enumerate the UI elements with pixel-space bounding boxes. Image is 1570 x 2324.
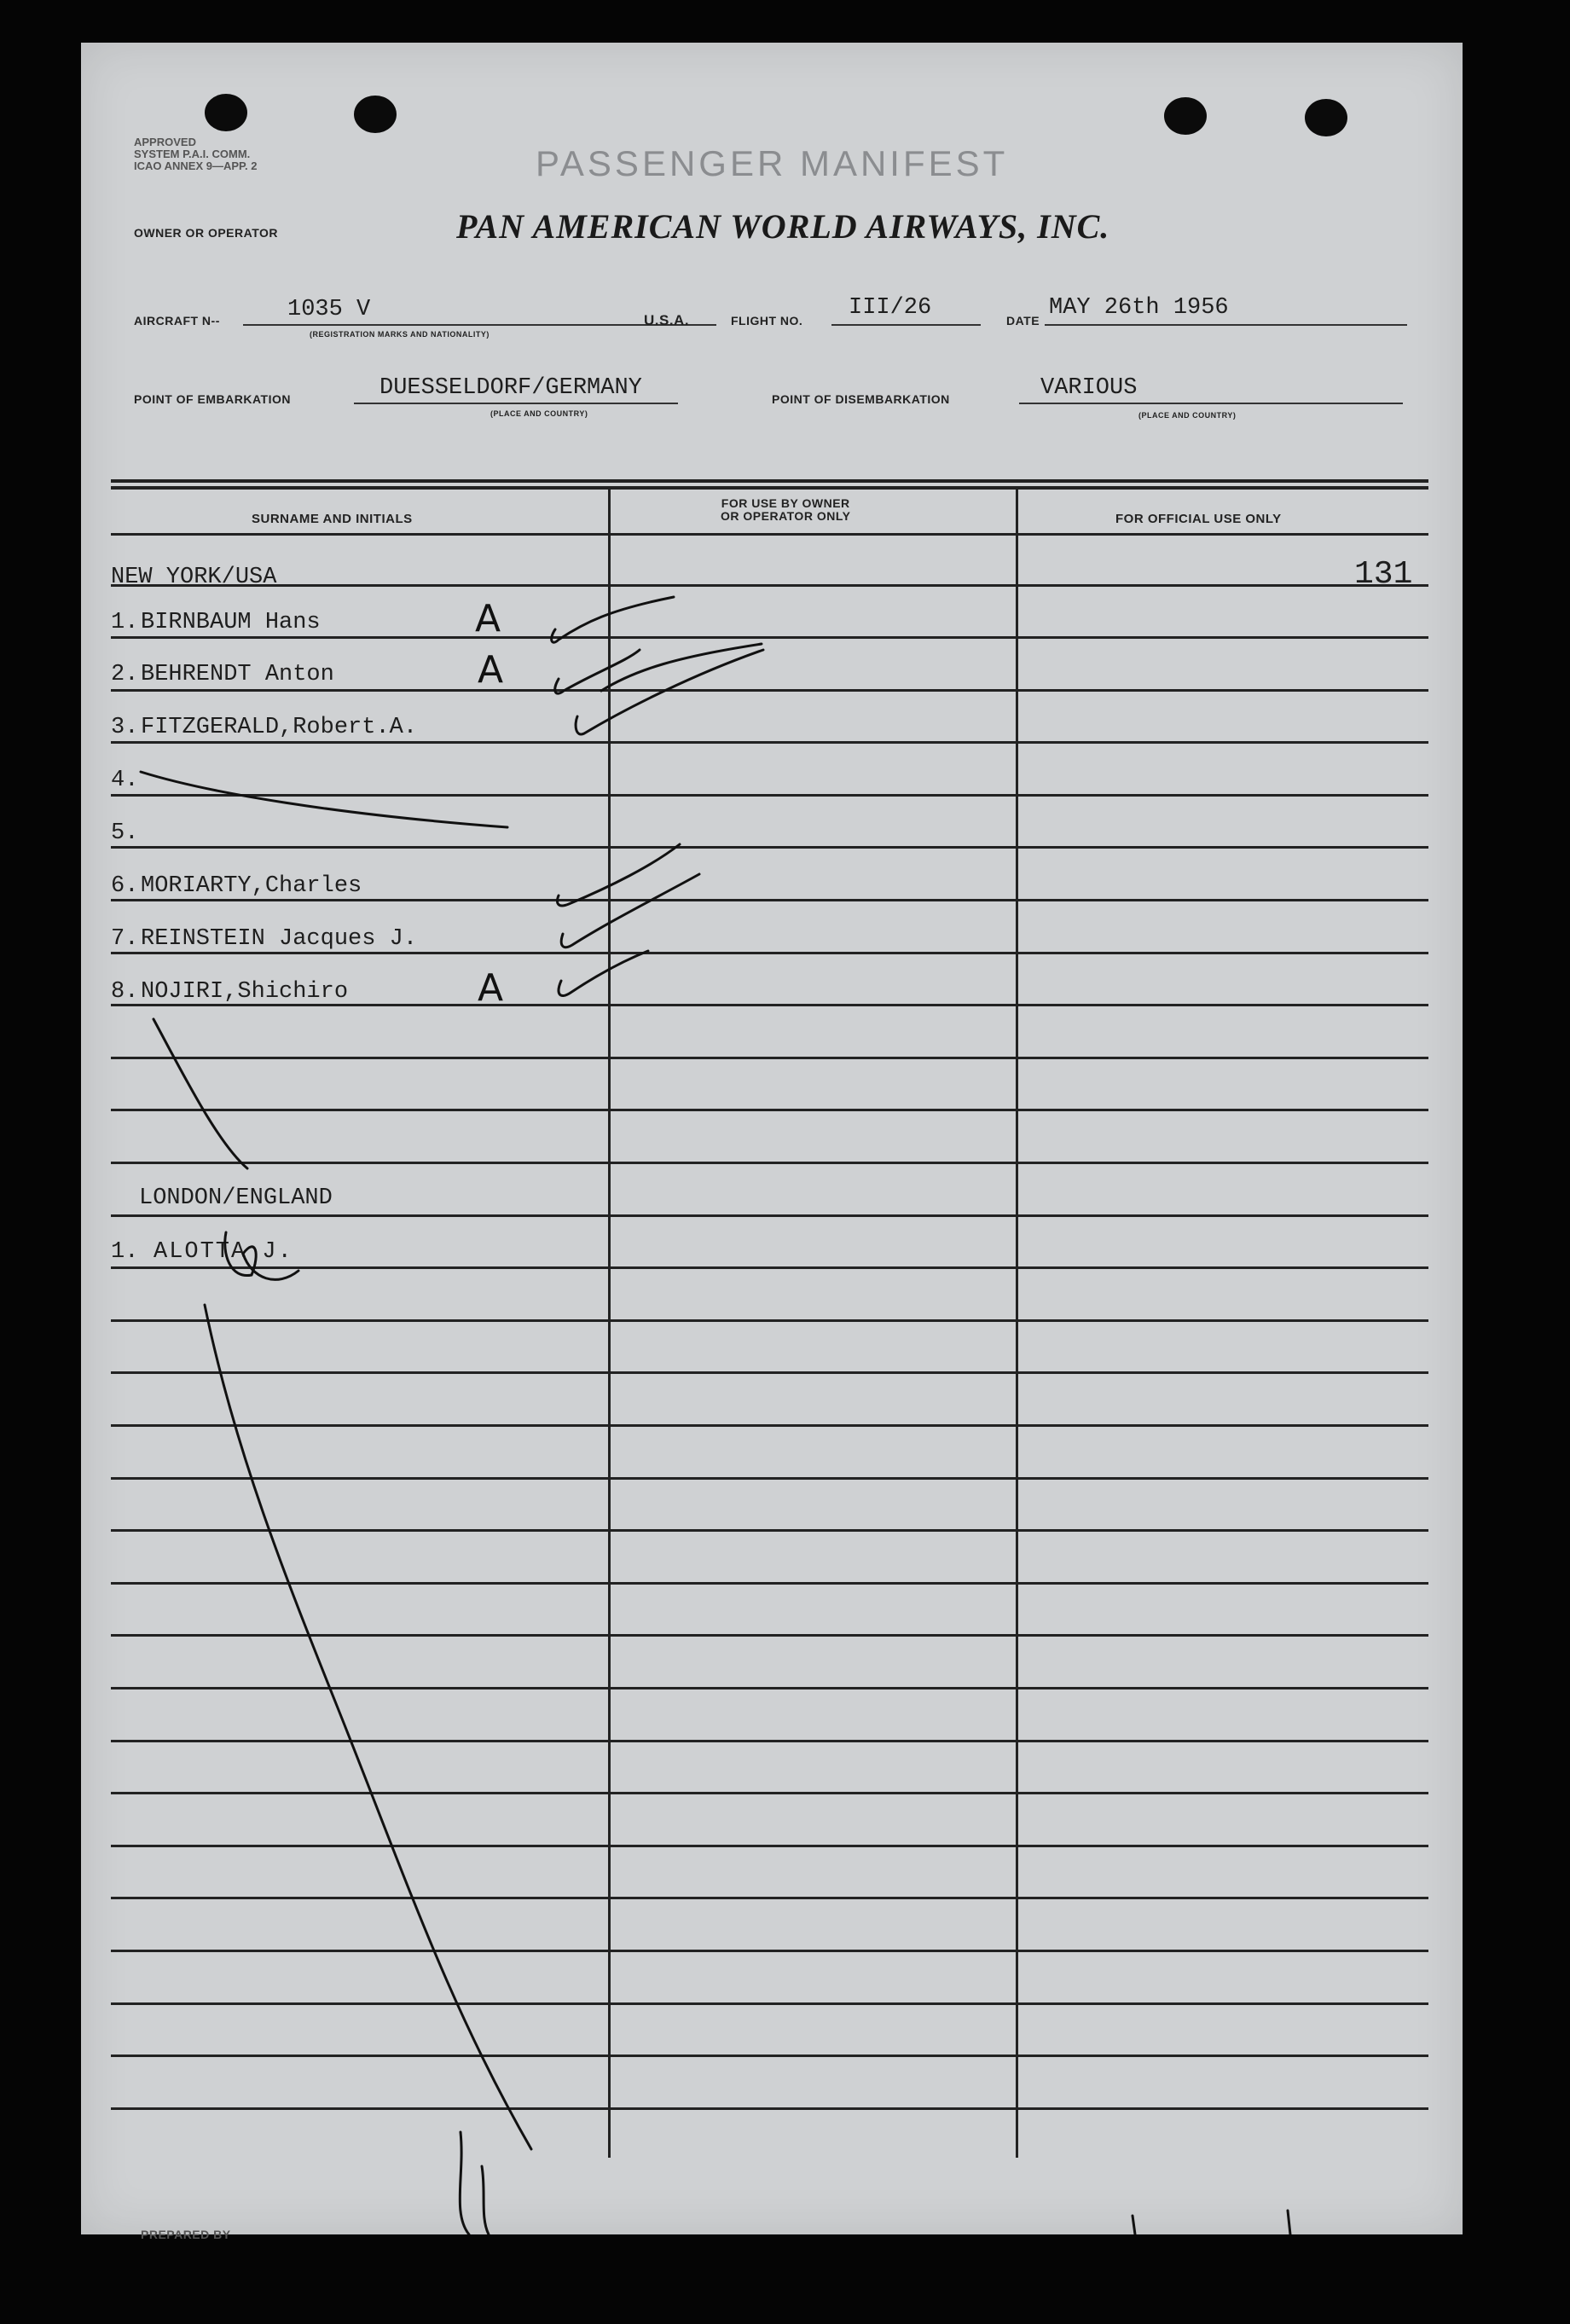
passenger-name: BEHRENDT Anton xyxy=(141,662,334,687)
approval-line: ICAO ANNEX 9—APP. 2 xyxy=(134,159,258,172)
check-mark xyxy=(552,597,674,642)
passenger-number: 4. xyxy=(111,768,139,793)
passenger-name: REINSTEIN Jacques J. xyxy=(141,926,418,952)
passenger-number: 2. xyxy=(111,662,139,687)
passenger-name: BIRNBAUM Hans xyxy=(141,610,321,635)
passenger-name: ALOTTA J. xyxy=(154,1239,293,1265)
embark-label: POINT OF EMBARKATION xyxy=(134,392,291,406)
passenger-name: NOJIRI,Shichiro xyxy=(141,979,349,1005)
disembark-caption: (PLACE AND COUNTRY) xyxy=(1138,411,1237,420)
owner-column-header-line: OR OPERATOR ONLY xyxy=(721,509,851,523)
check-mark xyxy=(559,951,648,996)
company-name: PAN AMERICAN WORLD AIRWAYS, INC. xyxy=(456,207,1110,246)
flight-value: III/26 xyxy=(849,295,932,321)
approval-line: APPROVED xyxy=(134,136,196,148)
aircraft-value: 1035 V xyxy=(287,297,371,322)
tally-mark xyxy=(1288,2211,1290,2234)
check-mark xyxy=(561,874,699,948)
owner-column-header-line: FOR USE BY OWNER xyxy=(721,496,850,510)
date-value: MAY 26th 1956 xyxy=(1049,295,1229,321)
destination-london: LONDON/ENGLAND xyxy=(139,1185,333,1211)
strike-line xyxy=(205,1305,531,2149)
approval-line: SYSTEM P.A.I. COMM. xyxy=(134,148,251,160)
registration-caption: (REGISTRATION MARKS AND NATIONALITY) xyxy=(310,330,490,339)
passenger-number: 5. xyxy=(111,820,139,846)
strike-line xyxy=(141,772,507,827)
check-mark xyxy=(555,650,640,693)
passenger-number: 3. xyxy=(111,715,139,740)
manifest-page xyxy=(81,43,1463,2241)
embark-caption: (PLACE AND COUNTRY) xyxy=(490,409,588,418)
owner-label: OWNER OR OPERATOR xyxy=(134,226,278,240)
passenger-number: 8. xyxy=(111,979,139,1005)
passenger-number: 7. xyxy=(111,926,139,952)
strike-line xyxy=(154,1019,247,1168)
passenger-mark: A xyxy=(478,648,504,692)
surname-column-header: SURNAME AND INITIALS xyxy=(252,512,413,526)
passenger-name: FITZGERALD,Robert.A. xyxy=(141,715,418,740)
date-label: DATE xyxy=(1006,314,1040,327)
passenger-number: 1. xyxy=(111,610,139,635)
handwritten-marks xyxy=(81,43,1463,2234)
flight-label: FLIGHT NO. xyxy=(731,314,803,327)
official-number: 131 xyxy=(1354,556,1413,593)
disembark-value: VARIOUS xyxy=(1040,375,1138,401)
passenger-mark: A xyxy=(478,966,504,1010)
aircraft-label: AIRCRAFT N-- xyxy=(134,314,220,327)
passenger-mark: A xyxy=(475,597,501,640)
check-mark xyxy=(558,844,681,906)
destination-new-york: NEW YORK/USA xyxy=(111,565,277,590)
prepared-by-label: PREPARED BY xyxy=(141,2228,231,2241)
official-column-header: FOR OFFICIAL USE ONLY xyxy=(1115,512,1282,526)
embark-value: DUESSELDORF/GERMANY xyxy=(379,375,642,401)
usa-label: U.S.A. xyxy=(644,312,690,328)
form-title: PASSENGER MANIFEST xyxy=(536,143,1009,183)
handwritten-signature xyxy=(460,2132,489,2234)
disembark-label: POINT OF DISEMBARKATION xyxy=(772,392,950,406)
handwritten-initial xyxy=(225,1232,298,1279)
passenger-name: MORIARTY,Charles xyxy=(141,873,362,899)
tally-mark xyxy=(1133,2216,1135,2234)
passenger-number: 6. xyxy=(111,873,139,899)
passenger-number: 1. xyxy=(111,1239,139,1265)
